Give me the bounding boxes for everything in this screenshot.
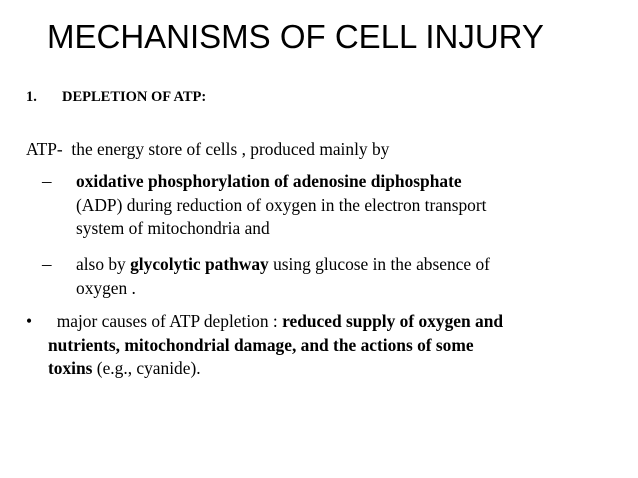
atp-intro-prefix: ATP- xyxy=(26,139,63,159)
causes-bold-2: nutrients, mitochondrial damage, and the actions of some xyxy=(48,334,474,355)
atp-intro xyxy=(26,138,389,162)
causes-bold-1: reduced supply of oxygen and xyxy=(282,311,504,331)
section-heading xyxy=(26,88,206,106)
major-causes xyxy=(48,310,503,381)
glycolytic-pre: also by xyxy=(76,254,131,274)
sub-point-glycolytic xyxy=(76,253,490,300)
dash-marker-1: – xyxy=(42,171,52,192)
sub-point-oxidative-line3: system of mitochondria and xyxy=(76,218,270,238)
dash-marker-2: – xyxy=(42,254,52,275)
section-number: 1. xyxy=(26,89,37,105)
sub-point-glycolytic-line2: oxygen . xyxy=(76,277,136,298)
glycolytic-post: using glucose in the absence of xyxy=(268,254,490,274)
oxidative-phosphorylation-term: oxidative phosphorylation of adenosine diphosphate xyxy=(76,171,462,191)
section-heading-text: DEPLETION OF ATP: xyxy=(62,89,207,105)
causes-bold-3: toxins xyxy=(48,358,93,378)
causes-post: (e.g., cyanide). xyxy=(92,358,201,378)
sub-point-oxidative xyxy=(76,170,487,241)
sub-point-oxidative-line2: (ADP) during reduction of oxygen in the electron transport xyxy=(76,194,487,215)
causes-pre: major causes of ATP depletion : xyxy=(56,311,283,331)
atp-intro-text: the energy store of cells , produced mainly by xyxy=(71,139,390,159)
slide-title: MECHANISMS OF CELL INJURY xyxy=(47,18,544,55)
glycolytic-pathway-term: glycolytic pathway xyxy=(130,254,269,274)
bullet-marker: • xyxy=(26,311,33,331)
